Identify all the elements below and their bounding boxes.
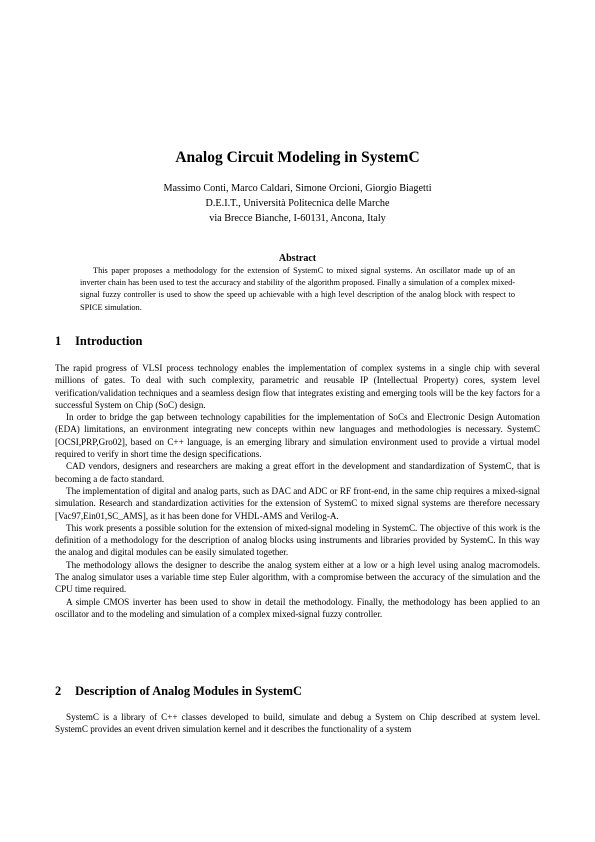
section-heading-analog-modules (55, 683, 540, 699)
body-paragraph: The rapid progress of VLSI process technology enables the implementation of complex systems in a single chip with several millions of gates. To deal with such complexity, parametric and reusable IP (Intellectual Property) cores, system level verification/validation techniques and a seamless design flow that integrates existing and emerging tools will be the key factors for a successful System on Chip (SoC) design. (55, 363, 540, 410)
authors-line: Massimo Conti, Marco Caldari, Simone Orcioni, Giorgio Biagetti (163, 183, 432, 194)
section-body-analog-modules (55, 711, 540, 736)
section-title: Introduction (75, 334, 143, 348)
address-line: via Brecce Bianche, I-60131, Ancona, Italy (209, 213, 386, 224)
body-paragraph: This work presents a possible solution for the extension of mixed-signal modeling in SystemC. The objective of this work is the definition of a methodology for the description of analog blocks using instruments and libraries provided by SystemC. In this way the analog and digital modules can be easily simulated together. (55, 522, 540, 558)
paper-title: Analog Circuit Modeling in SystemC (175, 149, 420, 166)
body-paragraph: A simple CMOS inverter has been used to show in detail the methodology. Finally, the methodology has been applied to an oscillator and to the modeling and simulation of a complex mixed-signal fuzzy controller. (55, 596, 540, 619)
section-heading-introduction (55, 333, 540, 349)
body-paragraph: SystemC is a library of C++ classes developed to build, simulate and debug a System on Chip described at system level. SystemC provides an event driven simulation kernel and it describes the functionality of a system (55, 712, 540, 735)
section-title: Description of Analog Modules in SystemC (75, 684, 302, 698)
abstract-heading: Abstract (278, 253, 317, 264)
abstract-paragraph: This paper proposes a methodology for the extension of SystemC to mixed signal systems. An oscillator made up of an inverter chain has been used to test the accuracy and stability of the algorithm proposed. Finally a simulation of a complex mixed-signal fuzzy controller is used to show the speed up achievable with a high level description of the analog block with respect to SPICE simulation. (80, 266, 515, 312)
body-paragraph: In order to bridge the gap between technology capabilities for the implementation of SoCs and Electronic Design Automation (EDA) limitations, an environment integrating new concepts within new languages and methodologies is necessary. SystemC [OCSI,PRP,Gro02], based on C++ language, is an emerging library and simulation environment used to provide a virtual model required to verify in short time the design specifications. (55, 412, 540, 460)
section-number: 2 (55, 684, 62, 698)
section-body-introduction (55, 362, 540, 620)
author-block (0, 181, 595, 226)
section-number: 1 (55, 334, 62, 348)
abstract-text (80, 265, 515, 314)
body-paragraph: The methodology allows the designer to describe the analog system either at a low or a high level using analog macromodels. The analog simulator uses a variable time step Euler algorithm, with a compromise between the accuracy of the simulation and the CPU time required. (55, 559, 540, 595)
body-paragraph: The implementation of digital and analog parts, such as DAC and ADC or RF front-end, in the same chip requires a mixed-signal simulation. Research and standardization activities for the extension of SystemC to mixed signal systems are therefore necessary [Vac97,Ein01,SC_AMS], as it has been done for VHDL-AMS and Verilog-A. (55, 485, 540, 521)
body-paragraph: CAD vendors, designers and researchers are making a great effort in the development and standardization of SystemC, that is becoming a de facto standard. (55, 461, 540, 484)
affiliation-line: D.E.I.T., Università Politecnica delle Marche (205, 198, 390, 209)
